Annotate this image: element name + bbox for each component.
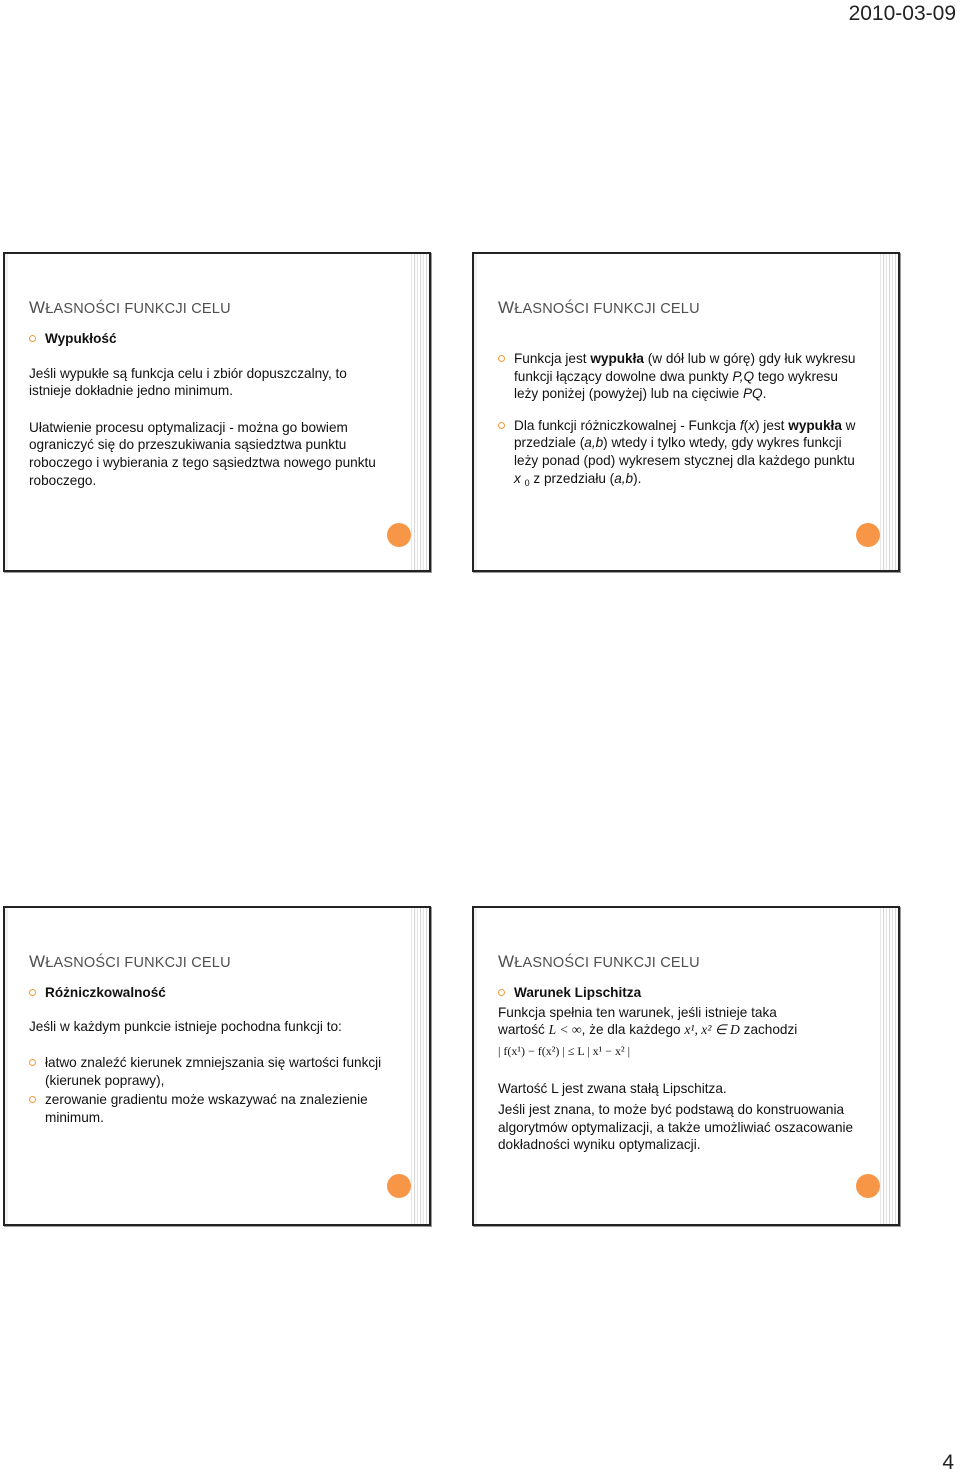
list-item: łatwo znaleźć kierunek zmniejszania się wartości funkcji (kierunek poprawy), bbox=[29, 1054, 389, 1089]
slide-left-border bbox=[474, 908, 477, 1224]
slide-stripes bbox=[880, 908, 898, 1224]
slide-1 bbox=[3, 252, 431, 572]
paragraph: Funkcja spełnia ten warunek, jeśli istnieje taka bbox=[498, 1004, 777, 1020]
bullet-heading: Wypukłość bbox=[29, 330, 389, 348]
list-item: zerowanie gradientu może wskazywać na znalezienie minimum. bbox=[29, 1091, 389, 1126]
slide-title: WŁASNOŚCI FUNKCJI CELU bbox=[498, 298, 700, 317]
slide-dot-icon bbox=[856, 523, 880, 547]
slide-2 bbox=[472, 252, 900, 572]
paragraph: Ułatwienie procesu optymalizacji - można go bowiem ograniczyć się do przeszukiwania sąsiedztwa punktu roboczego i wybierania z tego sąsiedztwa nowego punktu roboczego. bbox=[29, 419, 376, 488]
lipschitz-formula: | f(x¹) − f(x²) | ≤ L | x¹ − x² | bbox=[498, 1043, 630, 1058]
bullet-item: Funkcja jest wypukła (w dół lub w górę) gdy łuk wykresu funkcji łączący dowolne dwa punkty P,Q tego wykresu leży poniżej (powyżej) lub na cięciwie PQ. bbox=[498, 350, 858, 403]
slide-stripes bbox=[880, 254, 898, 570]
paragraph: Jeśli wypukłe są funkcja celu i zbiór dopuszczalny, to istnieje dokładnie jedno minimum. bbox=[29, 365, 347, 399]
slide-body bbox=[29, 330, 389, 489]
slide-stripes bbox=[411, 908, 429, 1224]
paragraph: Jeśli w każdym punkcie istnieje pochodna funkcji to: bbox=[29, 1018, 342, 1034]
bullet-heading: Różniczkowalność bbox=[29, 984, 389, 1002]
bullet-heading: Warunek Lipschitza bbox=[498, 984, 858, 1002]
slide-left-border bbox=[5, 908, 8, 1224]
page-date: 2010-03-09 bbox=[848, 2, 956, 25]
slide-dot-icon bbox=[387, 1174, 411, 1198]
slide-title: WŁASNOŚCI FUNKCJI CELU bbox=[29, 952, 231, 971]
slide-left-border bbox=[5, 254, 8, 570]
slide-stripes bbox=[411, 254, 429, 570]
paragraph: wartość L < ∞, że dla każdego x¹, x² ∈ D zachodzi bbox=[498, 1022, 798, 1038]
slide-body bbox=[498, 350, 858, 492]
slide-4 bbox=[472, 906, 900, 1226]
slide-dot-icon bbox=[387, 523, 411, 547]
slide-title: WŁASNOŚCI FUNKCJI CELU bbox=[29, 298, 231, 317]
slide-title: WŁASNOŚCI FUNKCJI CELU bbox=[498, 952, 700, 971]
slide-dot-icon bbox=[856, 1174, 880, 1198]
slide-3 bbox=[3, 906, 431, 1226]
slide-body bbox=[29, 984, 389, 1127]
slide-body bbox=[498, 984, 858, 1154]
paragraph: Wartość L jest zwana stałą Lipschitza. bbox=[498, 1081, 727, 1097]
page-number: 4 bbox=[942, 1451, 954, 1474]
paragraph: Jeśli jest znana, to może być podstawą do konstruowania algorytmów optymalizacji, a także umożliwiać oszacowanie dokładności wyniku optymalizacji. bbox=[498, 1101, 854, 1153]
slide-left-border bbox=[474, 254, 477, 570]
bullet-item: Dla funkcji różniczkowalnej - Funkcja f(x) jest wypukła w przedziale (a,b) wtedy i tylko wtedy, gdy wykres funkcji leży ponad (pod) wykresem stycznej dla każdego punktu x $_0$ z przedziału (a,b). bbox=[498, 417, 858, 492]
